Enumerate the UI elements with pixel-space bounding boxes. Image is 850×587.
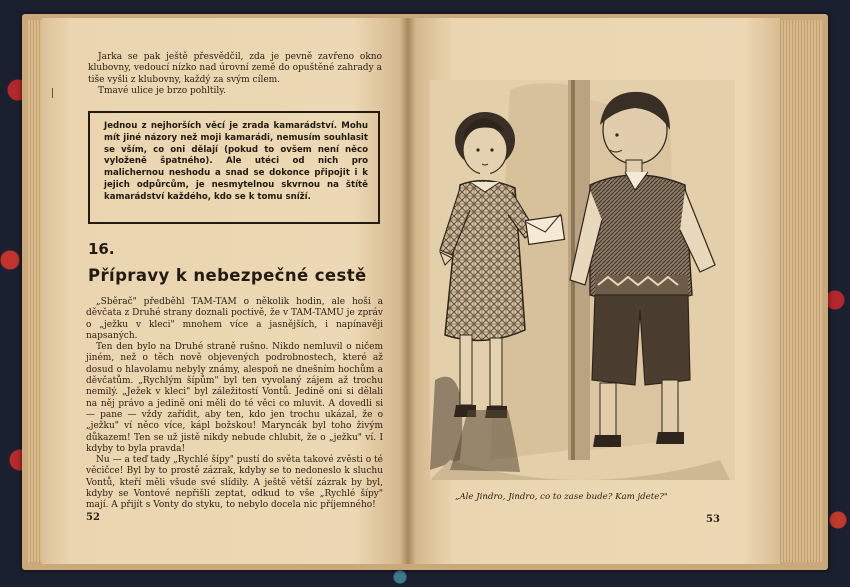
body-paragraph: Nu — a teď tady „Rychlé šípy" pustí do světa takové zvěsti o té věcičce! Byl by to prostě zázrak, kdyby se to nedoneslo k sluchu Vontů, kteří měli všude své slídily. A ještě větší zázrak by byl, kdyby se Vontové nepřišli zeptat, odkud to vše „Rychlé šípy" mají. A přijít s Vonty do styku, to nebylo docela nic příjemného! xyxy=(86,455,383,511)
body-paragraph: „Sběrač" předběhl TAM-TAM o několik hodin, ale hoši a děvčata z Druhé strany doznali poctivě, že v TAM-TAMU je zpráv o „ježku v kleci" mnohem více a jasnějších, i napínavěji napsaných. xyxy=(86,297,383,341)
intro-text xyxy=(88,52,382,97)
intro-paragraph: Tmavé ulice je brzo pohltily. xyxy=(98,85,226,96)
illustration-caption: „Ale Jindro, Jindro, co to zase bude? Kam jdete?" xyxy=(455,492,668,502)
notice-text: Jednou z nejhorších věcí je zrada kamarádství. Mohu mít jiné názory než moji kamarádi, nemusím souhlasit se vším, co oni dělají (pokud to ovšem není něco vyloženě špatného). Ale utéci od nich pro malichernou neshodu a snad se dokonce připojit i k jejich odpůrcům, je nesmytelnou skvrnou na štítě kamarádství každého, kdo se k tomu sníží. xyxy=(104,121,368,202)
chapter-body xyxy=(86,297,383,512)
boxed-notice xyxy=(88,111,380,224)
intro-paragraph: Jarka se pak ještě přesvědčil, zda je pevně zavřeno okno klubovny, vedoucí nízko nad úrovní země do opuštěné zahrady a tiše vyšli z klubovny, každý za svým cílem. xyxy=(88,52,382,85)
page-stack-right xyxy=(778,20,822,562)
book-gutter xyxy=(400,18,416,564)
illustration-drawing xyxy=(430,80,735,480)
chapter-number: 16. xyxy=(88,240,115,258)
left-page-number: 52 xyxy=(86,512,100,523)
right-page-number: 53 xyxy=(706,514,720,525)
chapter-title: Přípravy k nebezpečné cestě xyxy=(88,266,367,285)
body-paragraph: Ten den bylo na Druhé straně rušno. Nikdo nemluvil o ničem jiném, než o těch nově objevených podrobnostech, které až dosud o hlavolamu nebyly známy, alespoň ne dnešním hochům a děvčatům. „Rychlým šípům" byl ten vyvolaný zájem až trochu nemilý. „Ježek v kleci" byl záležitostí Vontů. Jedině oni si dělali na něj právo a jedině oni měli do té věci co mluvit. A dovedli si — pane — vždy zařídit, aby ten, kdo jen trochu ukázal, že o „ježku" ví něco více, kápl božskou! Maryncák byl toho živým důkazem! Ten se už jistě nikdy nebude chlubit, že o „ježku" ví. I kdyby to byla pravda! xyxy=(86,342,383,454)
margin-mark xyxy=(52,88,53,98)
